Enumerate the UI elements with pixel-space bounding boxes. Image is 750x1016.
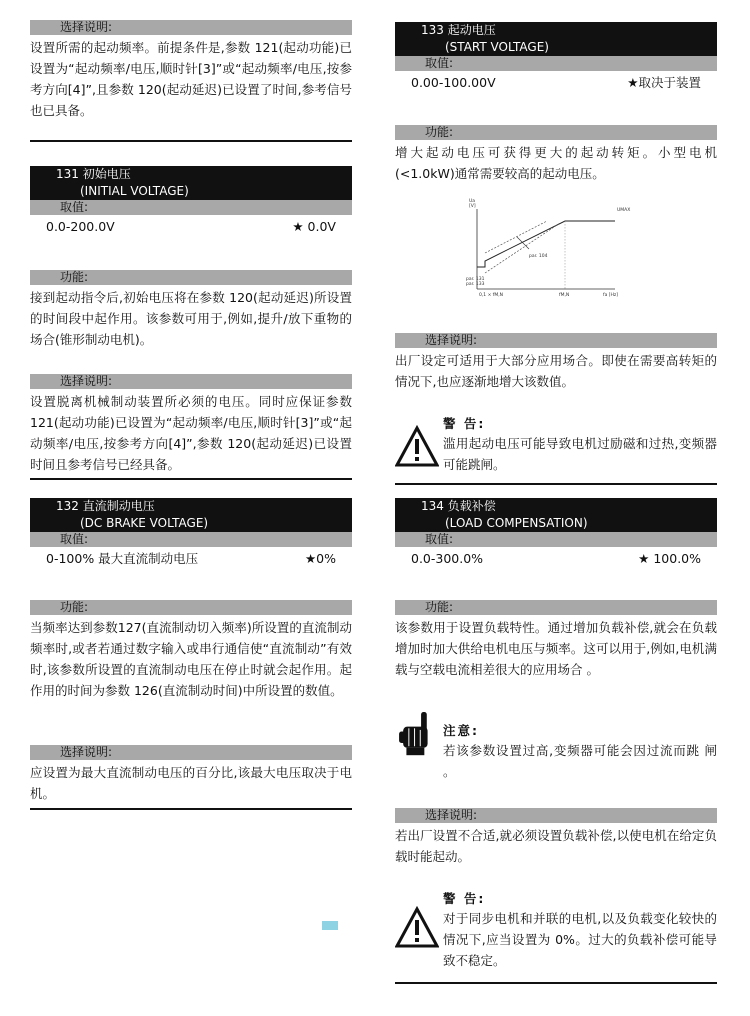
param-132-section	[30, 498, 352, 569]
param-133-warning	[395, 415, 717, 473]
param-132-function-text: 当频率达到参数127(直流制动切入频率)所设置的直流制动频率时,或者若通过数字输入或串行通信使“直流制动”有效时,该参数所设置的直流制动电压在停止时就会起作用。起作用的时间为参数 126(直流制动时间)中所设置的数值。	[30, 620, 352, 698]
warning-title: 警 告:	[443, 891, 486, 906]
param-133-function	[395, 125, 717, 184]
function-header: 功能:	[30, 270, 352, 285]
param-131-value-row	[30, 215, 352, 237]
param-131-range: 0.0-200.0V	[46, 219, 115, 234]
divider	[30, 140, 352, 142]
param-133-default: ★取决于装置	[627, 75, 701, 90]
value-header: 取值:	[395, 532, 717, 547]
param-131-select	[30, 374, 352, 480]
note-title: 注意:	[443, 723, 479, 738]
param-133-warning-text: 滥用起动电压可能导致电机过励磁和过热,变频器可能跳闸。	[443, 436, 717, 472]
chart-mid-label: par. 104	[529, 254, 548, 259]
function-header: 功能:	[395, 125, 717, 140]
divider	[30, 808, 352, 810]
chart-voltage-line	[477, 221, 615, 267]
chart-tick-y1: par. 131	[466, 277, 485, 282]
param-131-section	[30, 166, 352, 237]
function-header: 功能:	[395, 600, 717, 615]
param-134-note-text: 若该参数设置过高,变频器可能会因过流而跳 闸 。	[443, 743, 717, 779]
value-header: 取值:	[30, 200, 352, 215]
param-133-select	[395, 333, 717, 392]
param-131-default: ★ 0.0V	[292, 219, 336, 234]
param-134-warning	[395, 890, 717, 970]
select-header: 选择说明:	[30, 745, 352, 760]
chart-tick-y2: par. 133	[466, 282, 485, 287]
param-132-default: ★0%	[304, 551, 336, 566]
param-133-select-text: 出厂设定可适用于大部分应用场合。即使在需要高转矩的情况下,也应逐渐地增大该数值。	[395, 353, 717, 389]
param-132-function	[30, 600, 352, 701]
warning-icon	[395, 425, 439, 469]
page-marker	[322, 921, 338, 930]
param-132-select	[30, 745, 352, 810]
param-132-subtitle: (DC BRAKE VOLTAGE)	[30, 515, 352, 532]
chart-right-label: UMAX	[617, 208, 631, 213]
param-134-select	[395, 808, 717, 867]
param-134-section	[395, 498, 717, 569]
param-132-title: 132 直流制动电压	[30, 498, 352, 515]
chart-tick-x2: fM,N	[559, 293, 570, 298]
param-134-value-row	[395, 547, 717, 569]
param-134-warning-text: 对于同步电机和并联的电机,以及负载变化较快的情况下,应当设置为 0%。过大的负载补偿可能导致不稳定。	[443, 911, 717, 968]
param-134-function-text: 该参数用于设置负载特性。通过增加负载补偿,就会在负载增加时加大供给电机电压与频率。这可以用于,例如,电机满载与空载电流相差很大的应用场合 。	[395, 620, 717, 677]
chart-tick-x1: 0,1 × fM,N	[479, 293, 504, 298]
param-133-range: 0.00-100.00V	[411, 75, 496, 90]
chart-dashed-line-2	[485, 221, 547, 253]
param-132-select-text: 应设置为最大直流制动电压的百分比,该最大电压取决于电机。	[30, 765, 352, 801]
chart-y-unit-top: Ua	[469, 199, 476, 204]
value-header: 取值:	[30, 532, 352, 547]
divider	[395, 982, 717, 984]
warning-icon	[395, 906, 439, 950]
param-134-subtitle: (LOAD COMPENSATION)	[395, 515, 717, 532]
param-134-default: ★ 100.0%	[638, 551, 701, 566]
param-131-function-text: 接到起动指令后,初始电压将在参数 120(起动延迟)所设置的时间段中起作用。该参数可用于,例如,提升/放下重物的场合(锥形制动电机)。	[30, 290, 352, 347]
param-131-select-text: 设置脱离机械制动装置所必须的电压。同时应保证参数 121(起动功能)已设置为“起动频率/电压,顺时针[3]”或“起动频率/电压,按参考方向[4]”,参数 120(起动延迟)已设置时间且参考信号已经具备。	[30, 394, 352, 472]
param-131-function	[30, 270, 352, 350]
param-133-section	[395, 22, 717, 93]
divider	[395, 483, 717, 485]
param-134-note	[395, 722, 717, 784]
param-133-title: 133 起动电压	[395, 22, 717, 39]
start-voltage-chart	[465, 197, 645, 307]
select-header: 选择说明:	[30, 374, 352, 389]
pointing-hand-icon	[395, 712, 439, 756]
function-header: 功能:	[30, 600, 352, 615]
param-131-title: 131 初始电压	[30, 166, 352, 183]
param-134-select-text: 若出厂设置不合适,就必须设置负载补偿,以使电机在给定负载时能起动。	[395, 828, 717, 864]
param-132-range: 0-100% 最大直流制动电压	[46, 551, 199, 566]
divider	[30, 478, 352, 480]
param-133-function-text: 增大起动电压可获得更大的起动转矩。小型电机(<1.0kW)通常需要较高的起动电压。	[395, 145, 717, 181]
select-header: 选择说明:	[30, 20, 352, 35]
chart-dashed-line-1	[485, 223, 560, 273]
select-header: 选择说明:	[395, 333, 717, 348]
value-header: 取值:	[395, 56, 717, 71]
select-header: 选择说明:	[395, 808, 717, 823]
chart-x-unit: fa [Hz]	[603, 293, 619, 298]
intro-select-text: 设置所需的起动频率。前提条件是,参数 121(起动功能)已设置为“起动频率/电压,顺时针[3]”或“起动频率/电压,按参考方向[4]”,且参数 120(起动延迟)已设置了时间,参考信号也已具备。	[30, 40, 352, 118]
chart-arrow	[517, 237, 529, 249]
warning-title: 警 告:	[443, 416, 486, 431]
param-134-range: 0.0-300.0%	[411, 551, 484, 566]
param-133-value-row	[395, 71, 717, 93]
param-131-subtitle: (INITIAL VOLTAGE)	[30, 183, 352, 200]
param-133-subtitle: (START VOLTAGE)	[395, 39, 717, 56]
intro-select-section	[30, 20, 352, 142]
param-134-title: 134 负载补偿	[395, 498, 717, 515]
param-132-value-row	[30, 547, 352, 569]
param-134-function	[395, 600, 717, 680]
chart-y-unit: [V]	[469, 204, 476, 209]
